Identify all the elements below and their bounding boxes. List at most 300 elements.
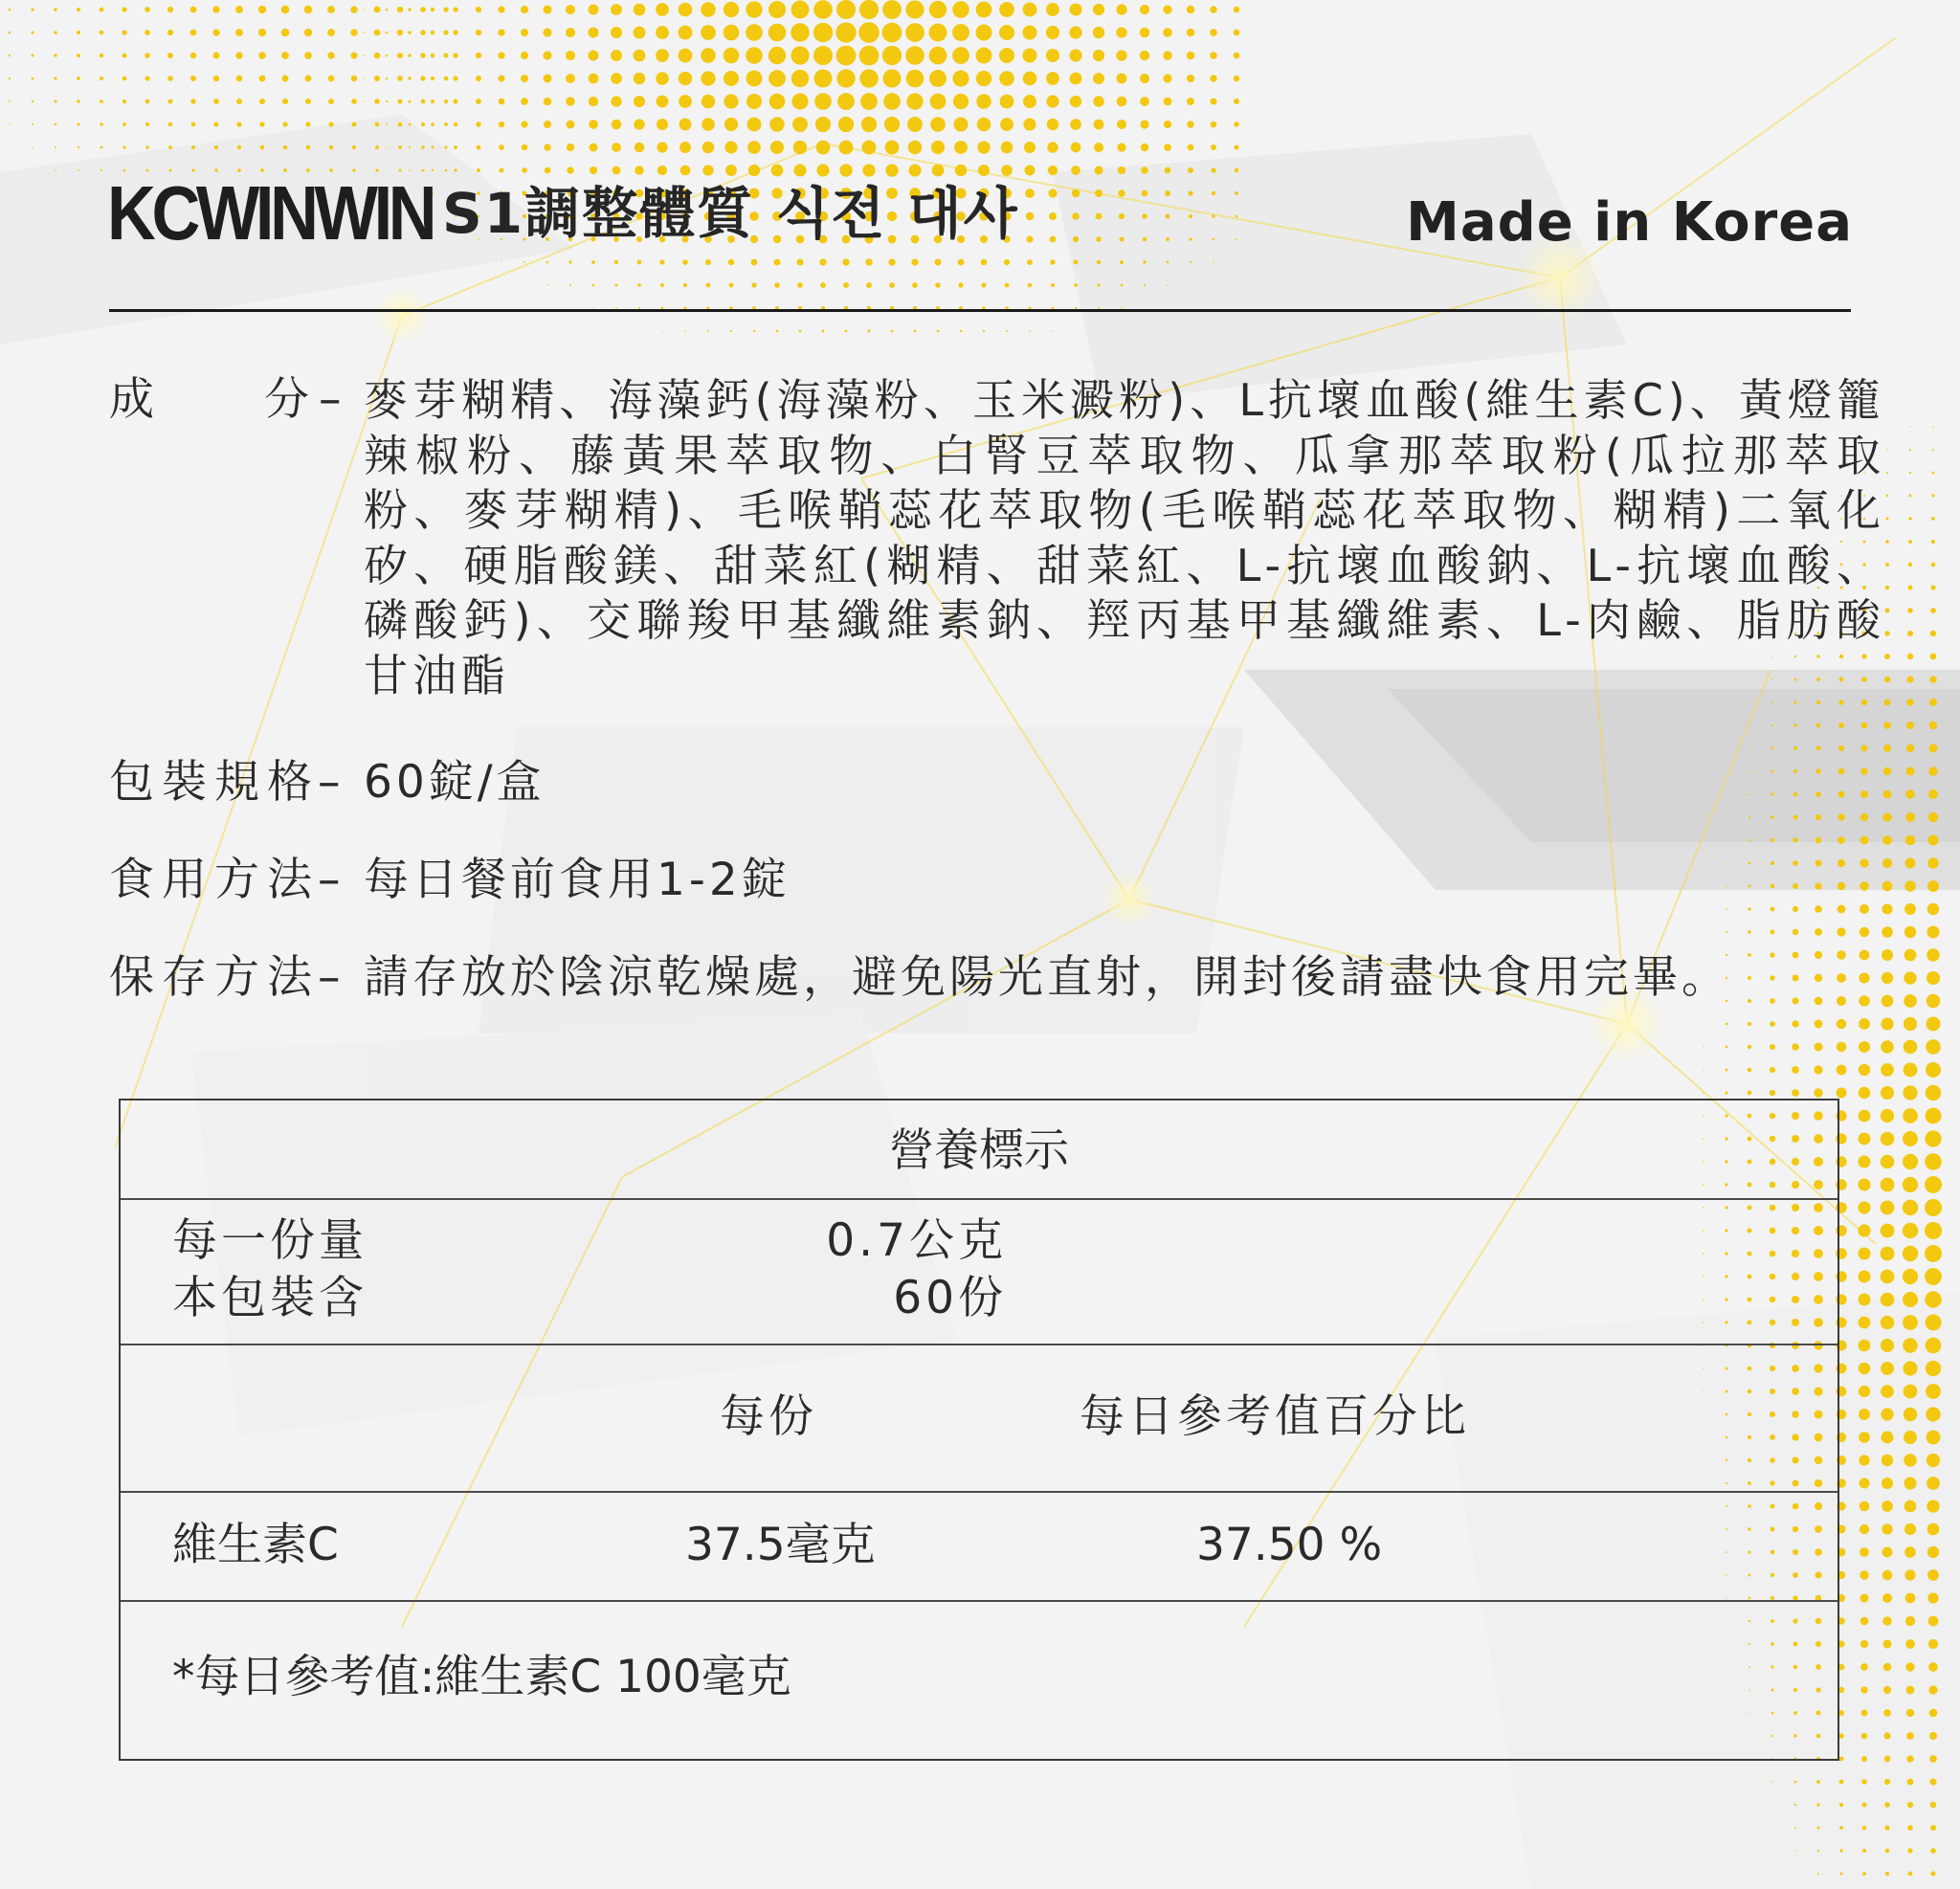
halftone-dot xyxy=(1882,1500,1893,1512)
halftone-dot xyxy=(1814,1042,1822,1051)
halftone-dot xyxy=(1095,189,1102,197)
halftone-dot xyxy=(306,145,311,150)
halftone-dot xyxy=(1140,5,1149,14)
halftone-dot xyxy=(1235,191,1238,195)
halftone-dot xyxy=(1882,926,1893,938)
halftone-dot xyxy=(657,142,667,152)
halftone-dot xyxy=(1213,261,1214,263)
halftone-dot xyxy=(1860,858,1868,867)
halftone-dot xyxy=(1234,99,1239,104)
halftone-dot xyxy=(836,46,857,66)
halftone-dot xyxy=(634,119,644,129)
halftone-dot xyxy=(77,77,80,80)
nutrition-rule-2 xyxy=(121,1344,1838,1345)
halftone-dot xyxy=(567,144,574,151)
halftone-dot xyxy=(1069,49,1081,61)
halftone-dot xyxy=(453,30,457,34)
halftone-dot xyxy=(908,141,923,155)
halftone-dot xyxy=(100,146,103,149)
halftone-dot xyxy=(281,52,289,59)
nutrition-rule-4 xyxy=(121,1600,1838,1602)
halftone-dot xyxy=(1770,1044,1775,1050)
halftone-dot xyxy=(304,6,312,13)
halftone-dot xyxy=(54,54,56,56)
halftone-dot xyxy=(930,94,947,110)
halftone-dot xyxy=(1883,1686,1891,1694)
halftone-dot xyxy=(259,76,266,82)
serving-size-label: 每一份量 xyxy=(172,1214,368,1267)
halftone-dot xyxy=(1838,813,1844,820)
halftone-dot xyxy=(1860,1640,1868,1648)
halftone-dot xyxy=(431,100,434,103)
halftone-dot xyxy=(1770,1067,1775,1073)
halftone-dot xyxy=(1930,1848,1936,1854)
halftone-dot xyxy=(1837,996,1846,1006)
halftone-dot xyxy=(960,330,962,332)
halftone-dot xyxy=(1881,1316,1894,1329)
halftone-dot xyxy=(1927,880,1939,892)
halftone-dot xyxy=(1837,973,1846,983)
halftone-dot xyxy=(191,145,195,149)
halftone-dot xyxy=(235,29,243,36)
halftone-dot xyxy=(1187,121,1193,127)
halftone-dot xyxy=(1862,1849,1866,1853)
halftone-dot xyxy=(929,24,947,42)
halftone-dot xyxy=(1213,238,1215,241)
halftone-dot xyxy=(861,117,877,132)
halftone-dot xyxy=(1905,835,1916,846)
halftone-dot xyxy=(746,1,762,17)
halftone-dot xyxy=(1748,793,1750,795)
halftone-dot xyxy=(999,71,1014,86)
halftone-dot xyxy=(543,5,551,13)
halftone-dot xyxy=(1925,1268,1942,1285)
halftone-dot xyxy=(431,77,434,80)
halftone-dot xyxy=(889,282,895,288)
halftone-dot xyxy=(1793,815,1798,820)
halftone-dot xyxy=(1093,73,1104,84)
halftone-dot xyxy=(1022,48,1036,62)
halftone-dot xyxy=(1884,1779,1890,1785)
halftone-dot xyxy=(591,260,595,264)
halftone-dot xyxy=(1234,53,1240,59)
halftone-dot xyxy=(54,77,56,79)
halftone-dot xyxy=(476,30,481,35)
halftone-dot xyxy=(258,52,266,59)
halftone-dot xyxy=(981,259,988,266)
halftone-dot xyxy=(1748,976,1751,980)
halftone-dot xyxy=(707,330,709,332)
halftone-dot xyxy=(1770,975,1774,980)
halftone-dot xyxy=(32,123,33,125)
halftone-dot xyxy=(122,122,126,126)
halftone-dot xyxy=(305,76,312,82)
halftone-dot xyxy=(1051,283,1055,287)
halftone-dot xyxy=(1793,952,1799,959)
halftone-dot xyxy=(1885,1849,1890,1854)
halftone-dot xyxy=(813,0,833,19)
halftone-dot xyxy=(1025,166,1036,176)
halftone-dot xyxy=(398,122,403,127)
halftone-dot xyxy=(1860,927,1869,937)
halftone-dot xyxy=(1881,1086,1894,1100)
halftone-dot xyxy=(1885,586,1890,590)
halftone-dot xyxy=(1926,1039,1941,1055)
halftone-dot xyxy=(1817,1873,1819,1875)
halftone-dot xyxy=(1858,1247,1870,1259)
halftone-dot xyxy=(566,5,575,14)
halftone-dot xyxy=(724,118,738,131)
halftone-dot xyxy=(1726,908,1727,910)
halftone-dot xyxy=(859,69,878,87)
halftone-dot xyxy=(1860,1478,1870,1489)
halftone-dot xyxy=(611,96,621,106)
halftone-dot xyxy=(1882,972,1893,984)
origin-label: Made in Korea xyxy=(1406,191,1853,254)
halftone-dot xyxy=(1860,1593,1868,1602)
halftone-dot xyxy=(796,258,803,265)
halftone-dot xyxy=(1096,236,1102,242)
halftone-dot xyxy=(454,100,458,104)
halftone-dot xyxy=(168,145,172,149)
halftone-dot xyxy=(1904,1385,1918,1399)
halftone-dot xyxy=(1903,1131,1918,1146)
halftone-dot xyxy=(1839,1780,1844,1785)
halftone-dot xyxy=(1839,1849,1842,1852)
halftone-dot xyxy=(1927,1431,1941,1445)
halftone-dot xyxy=(1140,74,1149,83)
halftone-dot xyxy=(1881,1362,1894,1375)
halftone-dot xyxy=(397,53,403,58)
halftone-dot xyxy=(453,76,457,80)
halftone-dot xyxy=(999,2,1014,17)
halftone-dot xyxy=(1860,1547,1869,1557)
halftone-dot xyxy=(212,29,219,35)
halftone-dot xyxy=(1120,260,1124,264)
halftone-dot xyxy=(1142,190,1148,197)
halftone-dot xyxy=(1882,949,1893,961)
halftone-dot xyxy=(1792,1066,1799,1074)
halftone-dot xyxy=(1930,1802,1937,1809)
halftone-dot xyxy=(350,6,357,12)
halftone-dot xyxy=(9,123,11,125)
halftone-dot xyxy=(1838,859,1845,867)
halftone-dot xyxy=(567,167,573,173)
halftone-dot xyxy=(937,330,940,333)
halftone-dot xyxy=(477,145,481,150)
halftone-dot xyxy=(31,8,33,11)
halftone-dot xyxy=(813,46,833,65)
halftone-dot xyxy=(1726,885,1727,887)
halftone-dot xyxy=(304,29,312,36)
halftone-dot xyxy=(728,259,734,265)
halftone-dot xyxy=(1925,1153,1942,1170)
halftone-dot xyxy=(444,100,448,103)
halftone-dot xyxy=(327,6,335,13)
halftone-dot xyxy=(1212,214,1215,218)
halftone-dot xyxy=(500,168,504,173)
halftone-dot xyxy=(363,9,365,11)
halftone-dot xyxy=(1770,998,1775,1004)
halftone-dot xyxy=(635,143,644,152)
halftone-dot xyxy=(1794,1781,1797,1784)
halftone-dot xyxy=(1927,1477,1940,1490)
halftone-dot xyxy=(259,99,265,104)
halftone-dot xyxy=(1882,1547,1893,1558)
halftone-dot xyxy=(1094,166,1102,174)
halftone-dot xyxy=(1928,835,1939,846)
halftone-dot xyxy=(590,167,597,174)
halftone-dot xyxy=(1928,1662,1938,1672)
halftone-dot xyxy=(1907,631,1913,636)
halftone-dot xyxy=(977,141,990,153)
halftone-dot xyxy=(1885,1872,1889,1876)
halftone-dot xyxy=(409,123,412,126)
halftone-dot xyxy=(1793,837,1797,842)
halftone-dot xyxy=(145,7,150,12)
halftone-dot xyxy=(1837,1042,1847,1053)
halftone-dot xyxy=(1926,1016,1940,1031)
halftone-dot xyxy=(1929,676,1936,682)
halftone-dot xyxy=(835,22,856,42)
halftone-dot xyxy=(1881,1385,1894,1398)
halftone-dot xyxy=(522,167,527,173)
ingredients-label-part2: 分 xyxy=(264,373,309,426)
halftone-dot xyxy=(1908,517,1911,520)
halftone-dot xyxy=(1859,995,1869,1006)
halftone-dot xyxy=(568,260,571,263)
halftone-dot xyxy=(1046,3,1059,16)
halftone-dot xyxy=(397,76,403,81)
halftone-dot xyxy=(799,330,802,333)
halftone-dot xyxy=(1932,426,1934,428)
halftone-dot xyxy=(1926,1108,1942,1124)
halftone-dot xyxy=(1881,1132,1894,1145)
halftone-dot xyxy=(190,30,197,36)
halftone-dot xyxy=(1837,1088,1847,1099)
halftone-dot xyxy=(774,282,780,288)
halftone-dot xyxy=(1211,167,1215,172)
halftone-dot xyxy=(409,146,411,148)
halftone-dot xyxy=(882,0,902,19)
halftone-dot xyxy=(213,53,220,59)
halftone-dot xyxy=(386,9,389,11)
halftone-dot xyxy=(1024,142,1036,153)
halftone-dot xyxy=(1070,96,1081,107)
nutrition-title: 營養標示 xyxy=(889,1124,1069,1177)
halftone-dot xyxy=(882,69,901,87)
halftone-dot xyxy=(566,51,575,60)
halftone-dot xyxy=(1093,96,1103,106)
halftone-dot xyxy=(813,23,833,42)
halftone-dot xyxy=(1926,1338,1942,1354)
halftone-dot xyxy=(611,50,622,61)
halftone-dot xyxy=(1881,1040,1893,1053)
halftone-dot xyxy=(1860,950,1870,961)
halftone-dot xyxy=(498,29,504,35)
halftone-dot xyxy=(589,97,598,106)
halftone-dot xyxy=(1028,283,1032,287)
halftone-dot xyxy=(281,29,290,37)
halftone-dot xyxy=(408,77,411,79)
halftone-dot xyxy=(845,330,848,333)
halftone-dot xyxy=(521,121,527,127)
halftone-dot xyxy=(976,71,991,86)
halftone-dot xyxy=(327,52,334,58)
halftone-dot xyxy=(1904,926,1916,938)
halftone-dot xyxy=(566,28,575,37)
halftone-dot xyxy=(444,122,448,126)
halftone-dot xyxy=(1815,905,1822,913)
halftone-dot xyxy=(167,76,173,81)
halftone-dot xyxy=(1925,1222,1942,1239)
halftone-dot xyxy=(1928,789,1938,799)
halftone-dot xyxy=(420,7,426,12)
halftone-dot xyxy=(1748,1068,1752,1073)
halftone-dot xyxy=(771,165,784,177)
halftone-dot xyxy=(521,29,528,36)
halftone-dot xyxy=(1116,4,1126,14)
halftone-dot xyxy=(1212,191,1215,195)
halftone-dot xyxy=(1771,838,1774,842)
halftone-dot xyxy=(612,143,621,152)
halftone-dot xyxy=(1140,28,1149,37)
halftone-dot xyxy=(977,118,991,131)
halftone-dot xyxy=(1904,1431,1917,1444)
halftone-dot xyxy=(1927,903,1940,916)
halftone-dot xyxy=(1026,212,1035,221)
halftone-dot xyxy=(1167,284,1169,286)
usage-label: 食用方法 xyxy=(109,854,320,906)
halftone-dot xyxy=(1164,98,1172,106)
halftone-dot xyxy=(1072,189,1080,198)
halftone-dot xyxy=(145,76,149,80)
halftone-dot xyxy=(1929,1732,1937,1740)
halftone-dot xyxy=(236,122,241,126)
halftone-dot xyxy=(1164,144,1171,151)
halftone-dot xyxy=(1903,1338,1918,1353)
halftone-dot xyxy=(499,122,504,127)
halftone-dot xyxy=(1904,1017,1917,1031)
halftone-dot xyxy=(1748,1022,1751,1026)
halftone-dot xyxy=(1925,1291,1941,1307)
halftone-dot xyxy=(1725,1091,1727,1094)
halftone-dot xyxy=(1883,1663,1892,1672)
halftone-dot xyxy=(791,23,809,41)
halftone-dot xyxy=(1187,75,1194,82)
halftone-dot xyxy=(1903,1246,1918,1261)
halftone-dot xyxy=(1187,6,1194,13)
halftone-dot xyxy=(443,53,448,57)
halftone-dot xyxy=(725,165,737,176)
halftone-dot xyxy=(1859,1064,1870,1076)
halftone-dot xyxy=(235,6,243,13)
halftone-dot xyxy=(702,118,715,131)
halftone-dot xyxy=(1882,858,1892,868)
halftone-dot xyxy=(236,99,242,104)
halftone-dot xyxy=(1814,1088,1822,1097)
brand-logo: KCWINWIN xyxy=(107,170,434,256)
halftone-dot xyxy=(1047,142,1058,152)
halftone-dot xyxy=(905,23,924,42)
halftone-dot xyxy=(1905,812,1915,822)
halftone-dot xyxy=(1187,98,1194,105)
halftone-dot xyxy=(768,1,786,18)
halftone-dot xyxy=(1929,744,1938,753)
halftone-dot xyxy=(420,30,426,35)
halftone-dot xyxy=(614,260,618,264)
halftone-dot xyxy=(659,259,664,264)
halftone-dot xyxy=(680,166,691,176)
halftone-dot xyxy=(1815,974,1822,982)
halftone-dot xyxy=(1163,28,1172,37)
halftone-dot xyxy=(1815,1020,1823,1029)
halftone-dot xyxy=(1930,631,1936,636)
halftone-dot xyxy=(1881,1339,1894,1352)
halftone-dot xyxy=(191,122,196,127)
halftone-dot xyxy=(1882,1593,1892,1603)
halftone-dot xyxy=(908,164,921,176)
halftone-dot xyxy=(774,259,781,266)
halftone-dot xyxy=(1904,994,1917,1008)
halftone-dot xyxy=(1906,1755,1913,1762)
halftone-dot xyxy=(374,76,380,81)
halftone-dot xyxy=(445,169,448,172)
halftone-dot xyxy=(932,165,945,177)
halftone-dot xyxy=(1886,449,1888,451)
halftone-dot xyxy=(1071,166,1080,175)
halftone-dot xyxy=(363,100,364,101)
halftone-dot xyxy=(1793,746,1797,750)
halftone-dot xyxy=(1858,1178,1870,1190)
halftone-dot xyxy=(953,94,969,109)
halftone-dot xyxy=(374,7,381,13)
halftone-dot xyxy=(656,3,669,16)
halftone-dot xyxy=(1886,495,1889,498)
halftone-dot xyxy=(816,141,831,155)
halftone-dot xyxy=(1188,167,1193,173)
halftone-dot xyxy=(1928,1685,1937,1694)
halftone-dot xyxy=(1236,238,1237,240)
halftone-dot xyxy=(1881,1293,1895,1307)
halftone-dot xyxy=(882,46,902,65)
halftone-dot xyxy=(522,144,528,151)
halftone-dot xyxy=(443,7,448,11)
halftone-dot xyxy=(1234,122,1239,127)
halftone-dot xyxy=(122,77,127,81)
halftone-dot xyxy=(1748,770,1750,772)
halftone-dot xyxy=(1748,930,1751,934)
halftone-dot xyxy=(660,283,664,287)
halftone-dot xyxy=(1023,118,1036,130)
halftone-dot xyxy=(431,122,434,126)
halftone-dot xyxy=(836,0,856,19)
halftone-dot xyxy=(885,141,900,155)
halftone-dot xyxy=(1236,215,1238,218)
halftone-dot xyxy=(1770,952,1774,957)
halftone-dot xyxy=(386,100,388,102)
halftone-dot xyxy=(1928,767,1937,775)
halftone-dot xyxy=(350,29,357,35)
halftone-dot xyxy=(702,95,716,109)
halftone-dot xyxy=(1861,1779,1867,1785)
halftone-dot xyxy=(906,70,924,88)
halftone-dot xyxy=(589,51,599,61)
halftone-dot xyxy=(1905,858,1916,869)
halftone-dot xyxy=(283,145,288,150)
halftone-dot xyxy=(1234,30,1240,36)
halftone-dot xyxy=(408,8,411,11)
